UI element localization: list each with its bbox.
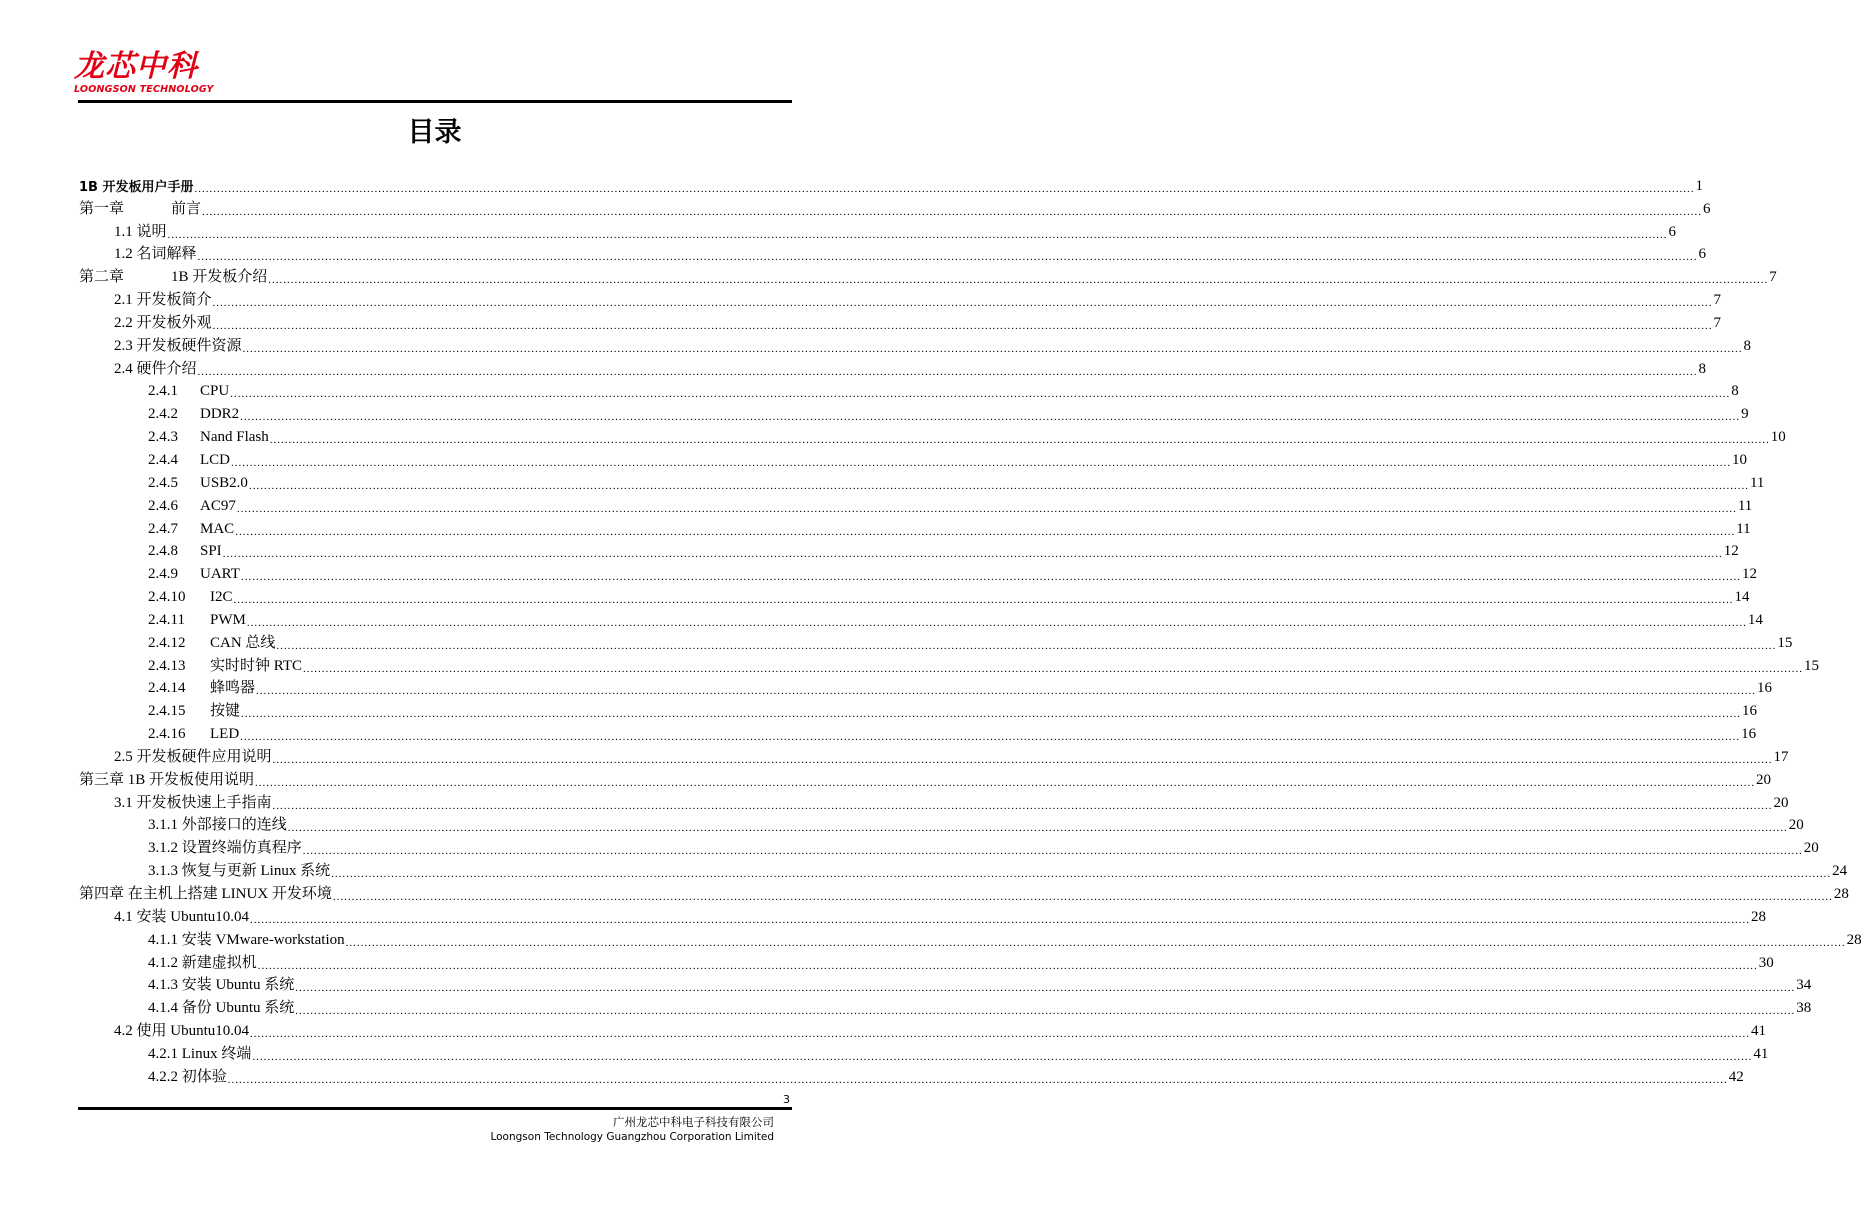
toc-entry-page: 9 [1741,406,1749,423]
toc-dot-leader: ................................................................................................................................................................................................................................................................................................................................................................................................................ [276,639,1777,652]
toc-entry-text: 4.1 安装 Ubuntu10.04 [114,908,250,925]
toc-dot-leader: ................................................................................................................................................................................................................................................................................................................................................................................................................ [202,205,1703,218]
toc-dot-leader: ................................................................................................................................................................................................................................................................................................................................................................................................................ [167,228,1668,241]
toc-dot-leader: ................................................................................................................................................................................................................................................................................................................................................................................................................ [331,868,1832,881]
toc-entry-number: 2.4.16 [148,726,186,743]
toc-entry-title [148,631,275,652]
toc-entry-title [114,1019,249,1040]
toc-entry-title [148,566,240,583]
toc-entry-page: 12 [1723,543,1739,560]
toc-entry-title [148,859,330,880]
logo-chinese-text: 龙芯中科 [74,49,198,84]
toc-entry-text: 第四章 在主机上搭建 LINUX 开发环境 [79,886,332,902]
toc-entry[interactable] [79,241,1707,264]
toc-entry-number: 2.4.15 [148,703,186,720]
toc-entry-title [114,745,272,766]
toc-entry[interactable] [79,172,1703,195]
toc-entry-page: 15 [1777,634,1793,651]
toc-entry[interactable] [79,766,1772,789]
toc-dot-leader: ................................................................................................................................................................................................................................................................................................................................................................................................................ [222,548,1723,561]
toc-entry-page: 38 [1796,1000,1812,1017]
toc-entry-page: 16 [1757,680,1773,697]
toc-entry[interactable] [79,857,1848,881]
footer-company-english: Loongson Technology Guangzhou Corporation Limited [490,1131,774,1143]
toc-entry[interactable] [79,378,1739,401]
toc-entry[interactable] [79,903,1767,926]
toc-entry-number: 2.4.14 [148,680,186,697]
toc-entry-title [79,265,267,286]
toc-entry-page: 7 [1713,292,1722,309]
toc-entry-number: 2.4.5 [148,474,178,491]
toc-entry[interactable] [79,834,1819,858]
toc-entry-text: 1B 开发板介绍 [171,269,268,286]
toc-entry-text: 2.5 开发板硬件应用说明 [114,748,272,765]
header-rule [78,100,792,103]
toc-entry-title [114,791,272,812]
toc-dot-leader: ................................................................................................................................................................................................................................................................................................................................................................................................................ [236,502,1737,515]
toc-entry-text: 前言 [171,200,202,217]
toc-entry-title [114,242,197,263]
toc-entry-text: 1.2 名词解释 [114,246,197,263]
toc-entry-page: 20 [1773,794,1789,811]
toc-dot-leader: ................................................................................................................................................................................................................................................................................................................................................................................................................ [241,708,1742,721]
toc-entry-title [148,543,222,560]
footer-rule [78,1107,792,1110]
toc-entry[interactable] [79,423,1786,447]
toc-entry-page: 20 [1756,771,1772,788]
toc-entry-page: 11 [1737,497,1753,514]
toc-dot-leader: ................................................................................................................................................................................................................................................................................................................................................................................................................ [256,685,1757,698]
toc-entry-title [148,383,229,400]
toc-entry-number: 2.4.2 [148,406,178,423]
toc-entry-page: 11 [1749,474,1765,491]
toc-entry-page: 6 [1668,223,1677,240]
toc-dot-leader: ................................................................................................................................................................................................................................................................................................................................................................................................................ [268,274,1769,287]
toc-dot-leader: ................................................................................................................................................................................................................................................................................................................................................................................................................ [194,182,1695,195]
toc-entry[interactable] [79,629,1793,652]
toc-entry-text: CAN 总线 [210,634,276,651]
toc-dot-leader: ................................................................................................................................................................................................................................................................................................................................................................................................................ [287,822,1788,835]
toc-entry-text: LED [210,726,240,743]
toc-entry-title [148,521,234,538]
toc-entry-text: UART [200,566,240,583]
toc-entry-page: 16 [1741,726,1757,743]
toc-entry[interactable] [79,583,1750,607]
toc-entry-title [114,334,242,355]
toc-entry-page: 6 [1698,246,1707,263]
toc-entry-page: 8 [1698,360,1707,377]
toc-entry-number: 2.4.13 [148,657,186,674]
toc-entry-title [114,311,212,332]
toc-entry-title [148,928,345,949]
toc-dot-leader: ................................................................................................................................................................................................................................................................................................................................................................................................................ [235,525,1736,538]
toc-dot-leader: ................................................................................................................................................................................................................................................................................................................................................................................................................ [197,251,1698,264]
toc-entry[interactable] [79,218,1677,241]
toc-entry-number: 2.4.8 [148,543,178,560]
toc-entry-number: 2.4.7 [148,520,178,537]
toc-dot-leader: ................................................................................................................................................................................................................................................................................................................................................................................................................ [246,616,1747,629]
toc-entry-title [148,406,239,423]
toc-entry-text: 3.1.3 恢复与更新 Linux 系统 [148,863,331,880]
toc-dot-leader: ................................................................................................................................................................................................................................................................................................................................................................................................................ [212,297,1713,310]
toc-entry-page: 34 [1796,977,1812,994]
toc-entry-text: 2.2 开发板外观 [114,314,212,331]
toc-dot-leader: ................................................................................................................................................................................................................................................................................................................................................................................................................ [231,456,1731,469]
toc-entry[interactable] [79,675,1773,698]
toc-entry[interactable] [79,743,1789,766]
toc-entry-page: 7 [1769,269,1777,286]
toc-entry-text: Nand Flash [200,429,269,446]
toc-entry[interactable] [79,309,1722,332]
toc-entry-page: 24 [1832,863,1848,880]
toc-entry-text: 4.2.2 初体验 [148,1068,227,1085]
toc-entry-text: 2.3 开发板硬件资源 [114,337,242,354]
toc-entry[interactable] [79,1017,1767,1041]
toc-entry-title [148,813,287,834]
toc-entry-text: 3.1.1 外部接口的连线 [148,817,287,834]
toc-dot-leader: ................................................................................................................................................................................................................................................................................................................................................................................................................ [248,479,1749,492]
toc-entry-number: 2.4.4 [148,451,178,468]
toc-entry-text: I2C [210,589,233,606]
toc-entry[interactable] [79,652,1820,675]
toc-entry-text: PWM [210,611,246,628]
toc-entry-text: 4.1.2 新建虚拟机 [148,954,257,971]
toc-entry-text: 4.1.1 安装 VMware-workstation [148,931,345,948]
toc-entry-text: 4.1.4 备份 Ubuntu 系统 [148,1000,295,1017]
toc-dot-leader: ................................................................................................................................................................................................................................................................................................................................................................................................................ [302,845,1803,858]
toc-entry-page: 16 [1742,703,1758,720]
toc-entry-page: 28 [1846,931,1862,948]
toc-entry-number: 第一章 [79,200,125,217]
toc-entry-page: 41 [1753,1045,1769,1062]
toc-entry[interactable] [79,538,1739,561]
toc-entry-title [148,726,239,743]
toc-dot-leader: ................................................................................................................................................................................................................................................................................................................................................................................................................ [272,753,1773,766]
toc-entry-page: 14 [1734,589,1750,606]
toc-entry-text: 4.2 使用 Ubuntu10.04 [114,1023,250,1040]
toc-entry-text: 3.1.2 设置终端仿真程序 [148,840,302,857]
toc-dot-leader: ................................................................................................................................................................................................................................................................................................................................................................................................................ [233,594,1734,607]
toc-entry[interactable] [79,400,1749,424]
table-of-contents [79,172,1862,1086]
toc-entry-number: 2.4.6 [148,497,178,514]
toc-dot-leader: ................................................................................................................................................................................................................................................................................................................................................................................................................ [242,342,1743,355]
toc-entry[interactable] [79,994,1812,1018]
toc-entry-title [79,768,254,789]
toc-entry-text: 2.1 开发板简介 [114,292,212,309]
toc-dot-leader: ................................................................................................................................................................................................................................................................................................................................................................................................................ [250,1028,1751,1041]
toc-entry-text: 4.1.3 安装 Ubuntu 系统 [148,977,295,994]
toc-dot-leader: ................................................................................................................................................................................................................................................................................................................................................................................................................ [240,571,1741,584]
toc-entry-page: 28 [1833,886,1849,902]
toc-entry-text: 实时时钟 RTC [210,657,303,674]
toc-entry-text: 1.1 说明 [114,223,167,240]
toc-entry-page: 6 [1703,200,1711,217]
toc-entry-title [148,699,240,720]
toc-entry[interactable] [79,286,1722,310]
toc-entry-title [79,882,332,903]
toc-entry[interactable] [79,926,1862,949]
toc-entry-text: USB2.0 [200,474,248,491]
toc-dot-leader: ................................................................................................................................................................................................................................................................................................................................................................................................................ [197,365,1698,378]
toc-entry-title [114,357,197,378]
toc-entry[interactable] [79,949,1774,972]
toc-entry-page: 10 [1770,429,1786,446]
toc-entry[interactable] [79,789,1789,812]
toc-entry[interactable] [79,195,1711,218]
toc-entry-page: 8 [1731,383,1739,400]
toc-dot-leader: ................................................................................................................................................................................................................................................................................................................................................................................................................ [332,891,1833,903]
toc-entry-title [148,676,255,697]
toc-dot-leader: ................................................................................................................................................................................................................................................................................................................................................................................................................ [272,799,1773,812]
toc-entry-number: 2.4.3 [148,429,178,446]
toc-entry-title [148,589,233,606]
toc-entry-text: 按键 [210,703,241,720]
toc-dot-leader: ................................................................................................................................................................................................................................................................................................................................................................................................................ [252,1050,1753,1063]
toc-dot-leader: ................................................................................................................................................................................................................................................................................................................................................................................................................ [240,411,1741,424]
toc-entry-page: 15 [1804,657,1820,674]
toc-entry-page: 7 [1713,314,1722,331]
toc-entry-text: 3.1 开发板快速上手指南 [114,794,272,811]
toc-dot-leader: ................................................................................................................................................................................................................................................................................................................................................................................................................ [227,1073,1728,1086]
toc-entry-title [148,836,302,857]
company-logo [74,50,234,98]
toc-entry-page: 17 [1773,748,1789,765]
toc-entry-text: SPI [200,543,222,560]
toc-entry-title [148,475,248,492]
page-title: 目录 [407,117,462,148]
toc-entry-title [114,905,249,926]
toc-entry-text: 4.2.1 Linux 终端 [148,1045,252,1062]
toc-entry-page: 11 [1736,520,1751,537]
toc-entry[interactable] [79,720,1757,744]
toc-entry-text: AC97 [200,497,236,514]
page-number: 3 [783,1093,790,1106]
toc-entry-title [79,197,201,218]
toc-entry-number: 2.4.1 [148,383,178,400]
toc-entry-text: 第三章 1B 开发板使用说明 [79,771,255,788]
toc-entry[interactable] [79,332,1752,355]
toc-entry-page: 28 [1751,908,1767,925]
toc-dot-leader: ................................................................................................................................................................................................................................................................................................................................................................................................................ [303,662,1804,675]
toc-entry[interactable] [79,446,1747,469]
toc-dot-leader: ................................................................................................................................................................................................................................................................................................................................................................................................................ [269,434,1770,447]
toc-entry-title [148,452,230,469]
toc-entry-page: 41 [1751,1023,1767,1040]
toc-entry-page: 8 [1743,337,1752,354]
toc-entry-number: 2.4.11 [148,611,185,628]
toc-entry[interactable] [79,812,1804,835]
toc-entry-text: DDR2 [200,406,240,423]
toc-dot-leader: ................................................................................................................................................................................................................................................................................................................................................................................................................ [240,731,1741,744]
toc-entry-number: 2.4.12 [148,634,186,651]
toc-dot-leader: ................................................................................................................................................................................................................................................................................................................................................................................................................ [295,982,1796,995]
logo-english-text: LOONGSON TECHNOLOGY [74,84,214,95]
toc-entry[interactable] [79,697,1758,721]
toc-entry-title [148,973,294,994]
toc-dot-leader: ................................................................................................................................................................................................................................................................................................................................................................................................................ [212,319,1713,332]
toc-entry-text: 1B 开发板用户手册 [79,179,194,195]
toc-entry-title [148,612,246,629]
toc-entry-text: LCD [200,451,230,468]
toc-entry-page: 42 [1728,1068,1744,1085]
toc-entry-title [114,288,212,309]
toc-entry-page: 20 [1788,817,1804,834]
toc-dot-leader: ................................................................................................................................................................................................................................................................................................................................................................................................................ [250,913,1751,926]
toc-entry-title [148,498,236,515]
footer-company-chinese: 广州龙芯中科电子科技有限公司 [613,1115,774,1129]
toc-entry[interactable] [79,469,1765,492]
toc-entry[interactable] [79,560,1757,584]
toc-entry-page: 1 [1695,177,1703,194]
toc-entry-page: 20 [1803,840,1819,857]
toc-dot-leader: ................................................................................................................................................................................................................................................................................................................................................................................................................ [230,388,1731,401]
toc-entry-page: 30 [1758,954,1774,971]
toc-entry-text: 蜂鸣器 [210,680,256,697]
toc-entry[interactable] [79,972,1812,995]
toc-entry-text: 2.4 硬件介绍 [114,360,197,377]
toc-dot-leader: ................................................................................................................................................................................................................................................................................................................................................................................................................ [255,776,1756,789]
toc-dot-leader: ................................................................................................................................................................................................................................................................................................................................................................................................................ [257,959,1758,972]
toc-entry-number: 2.4.9 [148,566,178,583]
toc-entry[interactable] [79,1040,1769,1063]
toc-entry-page: 10 [1732,451,1747,468]
toc-entry[interactable] [79,880,1849,903]
toc-entry-title [148,654,302,675]
toc-entry[interactable] [79,606,1763,629]
toc-entry[interactable] [79,492,1753,515]
toc-entry-text: CPU [200,383,230,400]
toc-entry-page: 12 [1741,566,1757,583]
toc-entry-title [148,429,269,446]
toc-entry-page: 14 [1747,611,1763,628]
toc-entry-title [148,951,257,972]
toc-entry[interactable] [79,1063,1744,1086]
toc-entry[interactable] [79,355,1707,378]
toc-entry-number: 2.4.10 [148,589,186,606]
toc-dot-leader: ................................................................................................................................................................................................................................................................................................................................................................................................................ [295,1005,1796,1018]
toc-entry[interactable] [79,515,1751,538]
toc-entry-title [148,996,294,1017]
toc-entry-title [148,1042,251,1063]
toc-dot-leader: ................................................................................................................................................................................................................................................................................................................................................................................................................ [345,936,1846,949]
toc-entry-number: 第二章 [79,269,125,286]
toc-entry-title [114,220,167,241]
toc-entry[interactable] [79,263,1777,287]
toc-entry-title [79,176,193,195]
toc-entry-text: MAC [200,520,235,537]
toc-entry-title [148,1065,227,1086]
